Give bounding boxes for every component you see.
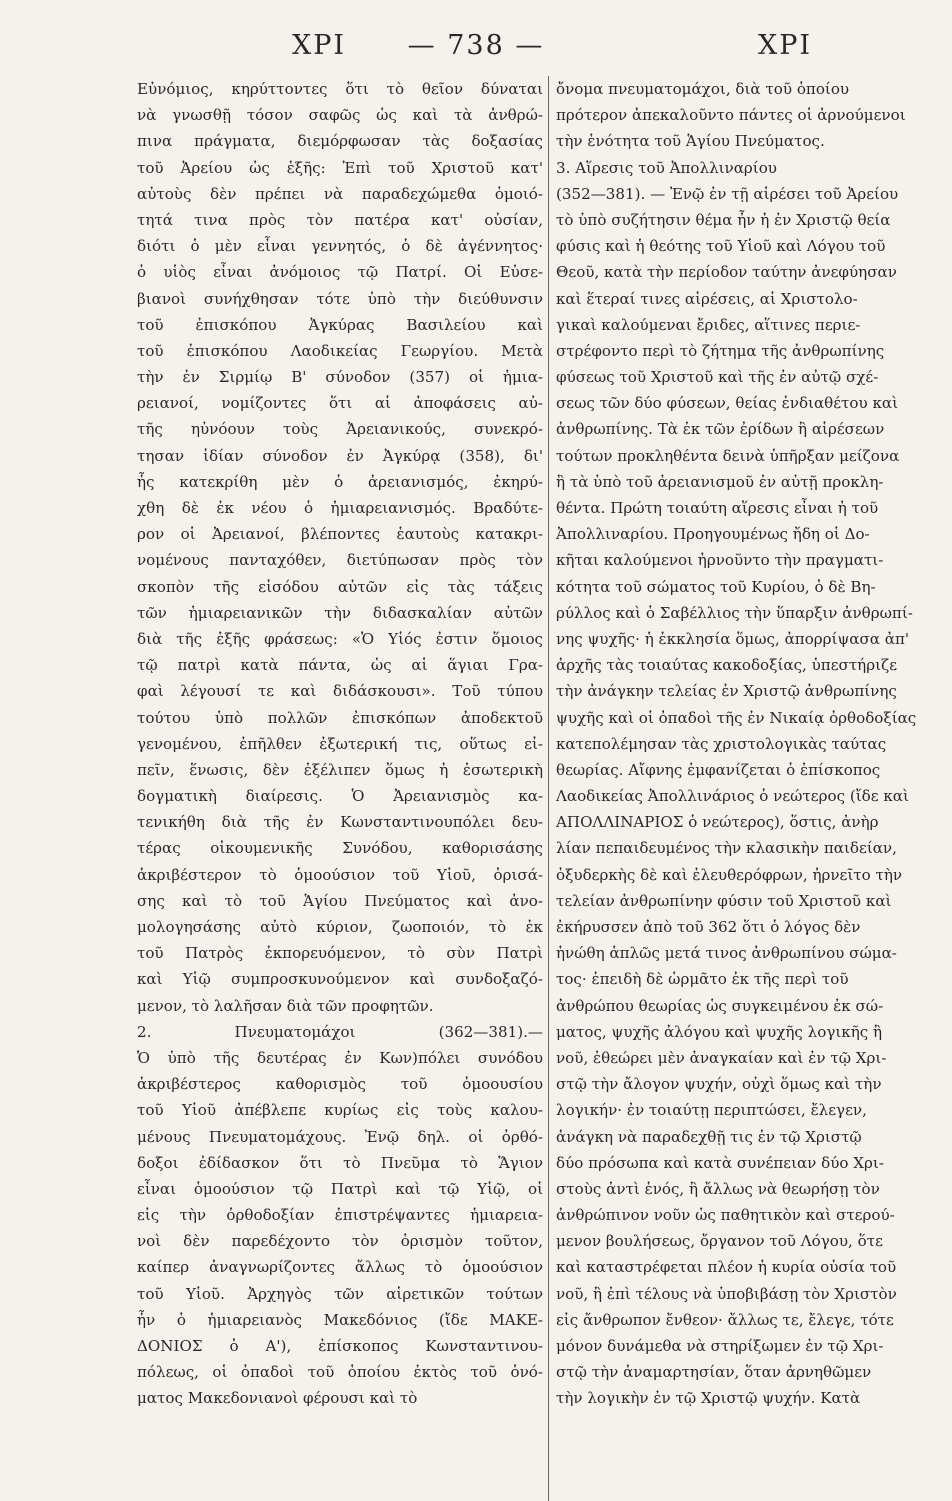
text-line: τοῦ Υἱοῦ. Ἀρχηγὸς τῶν αἱρετικῶν τούτων [137, 1284, 543, 1303]
text-line: ὄνομα πνευματομάχοι, διὰ τοῦ ὁποίου [556, 80, 850, 98]
text-line: νοῦ, ἢ ἐπὶ τέλους νὰ ὑποβιβάσῃ τὸν Χριστὸν [556, 1284, 897, 1303]
text-line: τὴν ἐν Σιρμίῳ Β' σύνοδον (357) οἱ ἡμια- [137, 368, 543, 387]
text-line: Ἀπολλιναρίου. Προηγουμένως ἤδη οἱ Δο- [556, 525, 870, 544]
text-line: βιανοὶ συνήχθησαν τότε ὑπὸ τὴν διεύθυνσιν [137, 289, 543, 308]
text-line: χθη δὲ ἐκ νέου ὁ ἡμιαρειανισμός. Βραδύτε- [137, 499, 543, 517]
text-line: τοῦ Υἱοῦ ἀπέβλεπε κυρίως εἰς τοὺς καλου- [137, 1101, 543, 1120]
text-line: σεως τῶν δύο φύσεων, θείας ἐνδιαθέτου καὶ [556, 394, 899, 413]
text-line: γενομένου, ἐπῆλθεν ἐξωτερική τις, οὕτως εἰ- [137, 734, 543, 753]
text-line: δοξοι ἐδίδασκον ὅτι τὸ Πνεῦμα τὸ Ἅγιον [137, 1153, 543, 1172]
text-line: φαὶ λέγουσί τε καὶ διδάσκουσι». Τοῦ τύπου [137, 682, 543, 701]
text-line: καίπερ ἀναγνωρίζοντες ἄλλως τὸ ὁμοούσιον [137, 1258, 543, 1277]
text-line: ἀνθρώπου θεωρίας ὡς συγκειμένου ἐκ σώ- [556, 996, 884, 1015]
text-line: ρύλλος καὶ ὁ Σαβέλλιος τὴν ὕπαρξιν ἀνθρωπί- [556, 603, 913, 622]
text-line: φύσις καὶ ἡ θεότης τοῦ Υἱοῦ καὶ Λόγου τοῦ [556, 237, 886, 256]
text-line: τούτων προκληθέντα δεινὰ ὑπῆρξαν μείζονα [556, 446, 900, 465]
running-head-left: ΧΡΙ [292, 30, 347, 61]
running-head-right: ΧΡΙ [758, 30, 813, 61]
text-line: τούτου ὑπὸ πολλῶν ἐπισκόπων ἀποδεκτοῦ [137, 708, 543, 727]
text-line: θέντα. Πρώτη τοιαύτη αἵρεσις εἶναι ἡ τοῦ [556, 499, 879, 517]
text-line: ἀρχῆς τὰς τοιαύτας κακοδοξίας, ὑπεστήριζε [556, 656, 898, 675]
text-line: ὀξυδερκὴς δὲ καὶ ἐλευθερόφρων, ἠρνεῖτο τὴν [556, 865, 903, 884]
text-line: τὴν ἑνότητα τοῦ Ἁγίου Πνεύματος. [556, 132, 825, 151]
text-line: εἰς τὴν ὀρθοδοξίαν ἐπιστρέψαντες ἡμιαρεια- [137, 1206, 543, 1225]
text-line: ρον οἱ Ἀρειανοί, βλέποντες ἑαυτοὺς κατακρι- [137, 525, 543, 544]
text-line: τέρας οἰκουμενικῆς Συνόδου, καθορισάσης [137, 839, 543, 858]
text-line: ἡνώθη ἁπλῶς μετά τινος ἀνθρωπίνου σώμα- [556, 944, 897, 963]
right-text-column [556, 76, 948, 1412]
text-line: πόλεως, οἱ ὀπαδοὶ τοῦ ὁποίου ἐκτὸς τοῦ ὀνό- [137, 1363, 543, 1382]
text-line: πρότερον ἀπεκαλοῦντο πάντες οἱ ἀρνούμενοι [556, 106, 906, 125]
text-line: ΑΠΟΛΛΙΝΑΡΙΟΣ ὁ νεώτερος), ὅστις, ἀνὴρ [556, 813, 879, 832]
text-line: τελείαν ἀνθρωπίνην φύσιν τοῦ Χριστοῦ καὶ [556, 891, 892, 910]
text-line: ἀνάγκη νὰ παραδεχθῇ τις ἐν τῷ Χριστῷ [556, 1127, 862, 1146]
text-line: θεωρίας. Αἴφνης ἐμφανίζεται ὁ ἐπίσκοπος [556, 760, 881, 779]
column-divider [548, 76, 549, 1501]
text-line: διότι ὁ μὲν εἶναι γεννητός, ὁ δὲ ἀγέννητος· [137, 237, 543, 256]
text-line: ΔΟΝΙΟΣ ὁ Α'), ἐπίσκοπος Κωνσταντινου- [137, 1337, 543, 1355]
text-line: μολογησάσης αὐτὸ κύριον, ζωοποιόν, τὸ ἐκ [137, 918, 543, 936]
text-line: σκοπὸν τῆς εἰσόδου αὐτῶν εἰς τὰς τάξεις [137, 577, 543, 596]
text-line: μενον, τὸ λαλῆσαν διὰ τῶν προφητῶν. [137, 996, 434, 1015]
text-line: πεῖν, ἕνωσις, δὲν ἐξέλιπεν ὅμως ἡ ἐσωτερικὴ [137, 760, 543, 779]
text-line: νοὶ δὲν παρεδέχοντο τὸν ὁρισμὸν τοῦτον, [137, 1232, 543, 1251]
text-line: στῷ τὴν ἀναμαρτησίαν, ὅταν ἀρνηθῶμεν [556, 1363, 872, 1382]
text-line: ἀνθρωπίνης. Τὰ ἐκ τῶν ἐρίδων ἢ αἱρέσεων [556, 420, 885, 439]
text-line: ὁ υἱὸς εἶναι ἀνόμοιος τῷ Πατρί. Οἱ Εὐσε- [137, 263, 543, 282]
text-line: γικαὶ καλούμεναι ἔριδες, αἵτινες περιε- [556, 315, 861, 334]
text-line: τοῦ ἐπισκόπου Ἀγκύρας Βασιλείου καὶ [137, 315, 543, 334]
text-line: ἐκήρυσσεν ἀπὸ τοῦ 362 ὅτι ὁ λόγος δὲν [556, 918, 861, 936]
text-line: κῆται καλούμενοι ἠρνοῦντο τὴν πραγματι- [556, 551, 884, 570]
text-line: ψυχῆς καὶ οἱ ὀπαδοὶ τῆς ἐν Νικαίᾳ ὀρθοδοξίας [556, 708, 917, 727]
text-line: ματος, ψυχῆς ἀλόγου καὶ ψυχῆς λογικῆς ἢ [556, 1022, 883, 1041]
text-line: λογικήν· ἐν τοιαύτῃ περιπτώσει, ἔλεγεν, [556, 1101, 867, 1120]
page-number: — 738 — [407, 30, 545, 61]
text-line: στρέφοντο περὶ τὸ ζήτημα τῆς ἀνθρωπίνης [556, 341, 885, 360]
text-line: τῆς ηὐνόουν τοὺς Ἀρειανικούς, συνεκρό- [137, 420, 543, 439]
text-line: εἰς ἄνθρωπον ἔνθεον· ἄλλως τε, ἔλεγε, τότε [556, 1310, 894, 1329]
text-line: τενικήθη διὰ τῆς ἐν Κωνσταντινουπόλει δευ- [137, 813, 543, 832]
text-line: νομένους πανταχόθεν, διετύπωσαν πρὸς τὸν [137, 551, 543, 570]
text-line: νοῦ, ἐθεώρει μὲν ἀναγκαίαν καὶ ἐν τῷ Χρι- [556, 1048, 887, 1067]
text-line: δύο πρόσωπα καὶ κατὰ συνέπειαν δύο Χρι- [556, 1153, 884, 1172]
text-line: τὴν ἀνάγκην τελείας ἐν Χριστῷ ἀνθρωπίνης [556, 682, 897, 701]
text-line: τὴν λογικὴν ἐν τῷ Χριστῷ ψυχήν. Κατὰ [556, 1389, 861, 1408]
text-line: 3. Αἵρεσις τοῦ Ἀπολλιναρίου [556, 158, 777, 177]
text-line: τοῦ Πατρὸς ἐκπορευόμενον, τὸ σὺν Πατρὶ [137, 944, 543, 963]
text-line: στοὺς ἀντὶ ἑνός, ἢ ἄλλως νὰ θεωρήσῃ τὸν [556, 1179, 880, 1198]
text-line: μένους Πνευματομάχους. Ἐνῷ δηλ. οἱ ὀρθό- [137, 1127, 543, 1146]
text-line: φύσεως τοῦ Χριστοῦ καὶ τῆς ἐν αὐτῷ σχέ- [556, 368, 879, 387]
text-line: τησαν ἰδίαν σύνοδον ἐν Ἀγκύρᾳ (358), δι' [137, 446, 543, 465]
text-line: τῷ πατρὶ κατὰ πάντα, ὡς αἱ ἅγιαι Γρα- [137, 656, 543, 675]
text-line: καὶ καταστρέφεται πλέον ἡ κυρία οὐσία τοῦ [556, 1258, 897, 1277]
text-line: (352—381). — Ἐνῷ ἐν τῇ αἱρέσει τοῦ Ἀρείου [556, 184, 899, 203]
text-line: ἢ τὰ ὑπὸ τοῦ ἀρειανισμοῦ ἐν αὐτῇ προκλη- [556, 472, 884, 491]
text-line: Θεοῦ, κατὰ τὴν περίοδον ταύτην ἀνεφύησαν [556, 263, 897, 282]
text-line: αὐτοὺς δὲν πρέπει νὰ παραδεχώμεθα ὁμοιό- [137, 184, 543, 203]
text-line: ἀκριβέστερος καθορισμὸς τοῦ ὁμοουσίου [137, 1075, 543, 1094]
text-line: ματος Μακεδονιανοὶ φέρουσι καὶ τὸ [137, 1389, 418, 1408]
text-line: κατεπολέμησαν τὰς χριστολογικὰς ταύτας [556, 734, 887, 753]
text-line: τος· ἐπειδὴ δὲ ὡρμᾶτο ἐκ τῆς περὶ τοῦ [556, 970, 849, 989]
text-line: τοῦ Ἀρείου ὡς ἑξῆς: Ἐπὶ τοῦ Χριστοῦ κατ' [137, 158, 543, 177]
text-line: ἀκριβέστερον τὸ ὁμοούσιον τοῦ Υἱοῦ, ὁρισά- [137, 865, 543, 884]
text-line: ἧς κατεκρίθη μὲν ὁ ἀρειανισμός, ἐκηρύ- [137, 472, 543, 491]
text-line: Λαοδικείας Ἀπολλινάριος ὁ νεώτερος (ἴδε καὶ [556, 787, 909, 806]
text-line: λίαν πεπαιδευμένος τὴν κλασικὴν παιδείαν, [556, 839, 897, 858]
left-text-column [137, 76, 543, 1412]
text-line: δογματικὴ διαίρεσις. Ὁ Ἀρειανισμὸς κα- [137, 787, 543, 806]
text-line: νὰ γνωσθῇ τόσον σαφῶς ὡς καὶ τὰ ἀνθρώ- [137, 106, 543, 125]
text-line: Ὁ ὑπὸ τῆς δευτέρας ἐν Κων)πόλει συνόδου [137, 1048, 543, 1067]
text-line: μενον βουλήσεως, ὄργανον τοῦ Λόγου, ὅτε [556, 1232, 883, 1251]
text-line: ρειανοί, νομίζοντες ὅτι αἱ ἀποφάσεις αὐ- [137, 394, 543, 413]
text-line: τοῦ ἐπισκόπου Λαοδικείας Γεωργίου. Μετὰ [137, 341, 543, 360]
text-line: 2. Πνευματομάχοι (362—381).— [137, 1022, 543, 1041]
text-line: καὶ ἕτεραί τινες αἱρέσεις, αἱ Χριστολο- [556, 289, 858, 308]
text-line: στῷ τὴν ἄλογον ψυχήν, οὐχὶ ὅμως καὶ τὴν [556, 1075, 882, 1094]
text-line: καὶ Υἱῷ συμπροσκυνούμενον καὶ συνδοξαζό- [137, 970, 543, 989]
text-line: κότητα τοῦ σώματος τοῦ Κυρίου, ὁ δὲ Βη- [556, 577, 876, 596]
text-line: τῶν ἡμιαρειανικῶν τὴν διδασκαλίαν αὐτῶν [137, 603, 543, 622]
text-line: πινα πράγματα, διεμόρφωσαν τὰς δοξασίας [137, 132, 543, 151]
text-line: Εὐνόμιος, κηρύττοντες ὅτι τὸ θεῖον δύναται [137, 80, 543, 98]
text-line: εἶναι ὁμοούσιον τῷ Πατρὶ καὶ τῷ Υἱῷ, οἱ [137, 1179, 543, 1198]
text-line: διὰ τῆς ἑξῆς φράσεως: «Ὁ Υἱός ἐστιν ὅμοιος [137, 629, 543, 648]
text-line: τὸ ὑπὸ συζήτησιν θέμα ἦν ἡ ἐν Χριστῷ θεία [556, 210, 891, 229]
text-line: ἦν ὁ ἡμιαρειανὸς Μακεδόνιος (ἴδε ΜΑΚΕ- [137, 1310, 543, 1329]
text-line: τητά τινα πρὸς τὸν πατέρα κατ' οὐσίαν, [137, 210, 543, 229]
text-line: ἀνθρώπινον νοῦν ὡς παθητικὸν καὶ στερού- [556, 1206, 895, 1225]
text-line: σης καὶ τὸ τοῦ Ἁγίου Πνεύματος καὶ ἀνο- [137, 891, 543, 910]
text-line: νης ψυχῆς· ἡ ἐκκλησία ὅμως, ἀπορρίψασα ἀπ' [556, 629, 910, 648]
text-line: μόνον δυνάμεθα νὰ στηρίξωμεν ἐν τῷ Χρι- [556, 1337, 884, 1355]
